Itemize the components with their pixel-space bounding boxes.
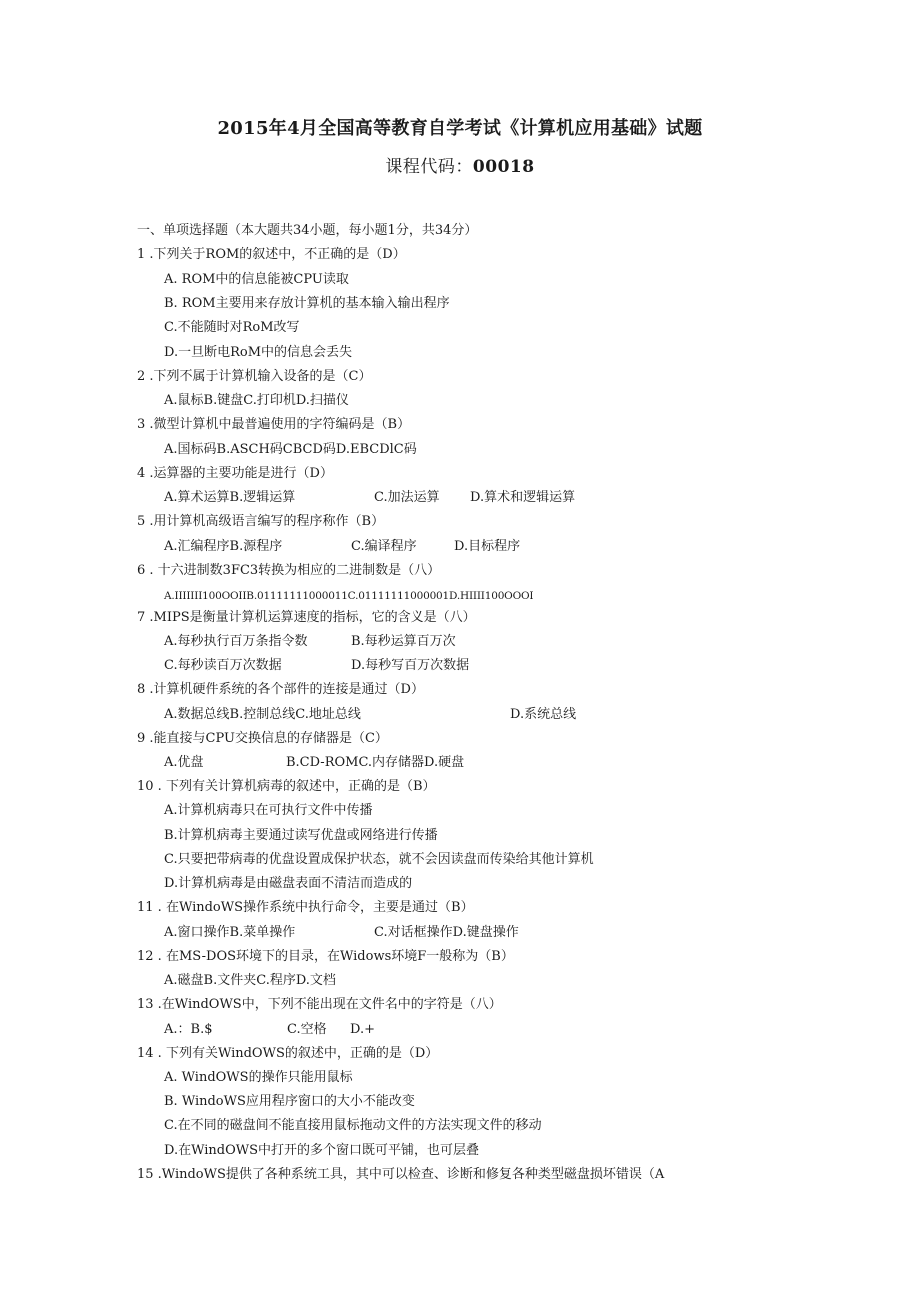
question-10-option-c: C.只要把带病毒的优盘设置成保护状态，就不会因读盘而传染给其他计算机 bbox=[164, 852, 594, 867]
question-1-option-c: C.不能随时对RoM改写 bbox=[164, 320, 300, 335]
question-10-option-a: A.计算机病毒只在可执行文件中传播 bbox=[164, 803, 373, 818]
course-code-label: 课程代码： bbox=[385, 157, 473, 177]
question-9-options-bcd: B.CD-ROMC.内存储器D.硬盘 bbox=[286, 755, 465, 770]
question-8-option-d: D.系统总线 bbox=[510, 707, 577, 722]
course-code-value: 00018 bbox=[472, 157, 535, 177]
question-13-option-d: D.+ bbox=[350, 1022, 375, 1037]
question-7: 7 .MIPS是衡量计算机运算速度的指标，它的含义是（八） bbox=[137, 610, 476, 625]
question-14-option-a: A. WindOWS的操作只能用鼠标 bbox=[164, 1070, 353, 1085]
course-code-line bbox=[0, 152, 920, 177]
question-6: 6 . 十六进制数3FC3转换为相应的二进制数是（八） bbox=[137, 563, 441, 578]
question-7-option-b: B.每秒运算百万次 bbox=[351, 634, 456, 649]
question-1: 1 .下列关于ROM的叙述中，不正确的是（D） bbox=[137, 247, 406, 262]
question-12: 12 . 在MS-DOS环境下的目录，在Widows环境F一般称为（B） bbox=[137, 949, 514, 964]
question-14-option-d: D.在WindOWS中打开的多个窗口既可平铺，也可层叠 bbox=[164, 1143, 480, 1158]
question-10: 10 . 下列有关计算机病毒的叙述中，正确的是（B） bbox=[137, 779, 436, 794]
question-9: 9 .能直接与CPU交换信息的存储器是（C） bbox=[137, 731, 388, 746]
question-2-options: A.鼠标B.键盘C.打印机D.扫描仪 bbox=[164, 393, 349, 408]
question-8-options-abc: A.数据总线B.控制总线C.地址总线 bbox=[164, 707, 361, 722]
question-4: 4 .运算器的主要功能是进行（D） bbox=[137, 466, 333, 481]
question-2: 2 .下列不属于计算机输入设备的是（C） bbox=[137, 369, 372, 384]
question-7-option-c: C.每秒读百万次数据 bbox=[164, 658, 282, 673]
question-14: 14 . 下列有关WindOWS的叙述中，正确的是（D） bbox=[137, 1046, 439, 1061]
question-13-options-ab: A.：B.$ bbox=[164, 1022, 213, 1037]
question-11-options-cd: C.对话框操作D.键盘操作 bbox=[374, 925, 519, 940]
section-heading: 一、单项选择题（本大题共34小题，每小题1分，共34分） bbox=[137, 223, 478, 238]
question-8: 8 .计算机硬件系统的各个部件的连接是通过（D） bbox=[137, 682, 424, 697]
question-11-options-ab: A.窗口操作B.菜单操作 bbox=[164, 925, 296, 940]
question-6-options: A.IIIIIII100OOIIB.01111111000011C.01111111000001D.HIIII100OOOI bbox=[164, 590, 534, 602]
question-4-option-d: D.算术和逻辑运算 bbox=[470, 490, 576, 505]
question-14-option-b: B. WindoWS应用程序窗口的大小不能改变 bbox=[164, 1094, 415, 1109]
question-1-option-b: B. ROM主要用来存放计算机的基本输入输出程序 bbox=[164, 296, 450, 311]
question-4-options-ab: A.算术运算B.逻辑运算 bbox=[164, 490, 296, 505]
page-title: 2015年4月全国高等教育自学考试《计算机应用基础》试题 bbox=[217, 118, 703, 139]
question-7-option-a: A.每秒执行百万条指令数 bbox=[164, 634, 308, 649]
question-1-option-a: A. ROM中的信息能被CPU读取 bbox=[164, 272, 349, 287]
question-3-options: A.国标码B.ASCH码CBCD码D.EBCDlC码 bbox=[164, 442, 417, 457]
question-12-options: A.磁盘B.文件夹C.程序D.文档 bbox=[164, 973, 336, 988]
question-10-option-b: B.计算机病毒主要通过读写优盘或网络进行传播 bbox=[164, 828, 438, 843]
question-4-option-c: C.加法运算 bbox=[374, 490, 440, 505]
question-7-option-d: D.每秒写百万次数据 bbox=[351, 658, 470, 673]
question-3: 3 .微型计算机中最普遍使用的字符编码是（B） bbox=[137, 417, 411, 432]
question-11: 11 . 在WindoWS操作系统中执行命令，主要是通过（B） bbox=[137, 900, 474, 915]
question-13: 13 .在WindOWS中，下列不能出现在文件名中的字符是（八） bbox=[137, 997, 502, 1012]
question-13-option-c: C.空格 bbox=[287, 1022, 327, 1037]
question-5-option-d: D.目标程序 bbox=[454, 539, 521, 554]
question-9-option-a: A.优盘 bbox=[164, 755, 204, 770]
question-5-option-c: C.编译程序 bbox=[351, 539, 417, 554]
question-15: 15 .WindoWS提供了各种系统工具，其中可以检查、诊断和修复各种类型磁盘损坏错误（A bbox=[137, 1167, 665, 1182]
question-10-option-d: D.计算机病毒是由磁盘表面不清洁而造成的 bbox=[164, 876, 413, 891]
question-5: 5 .用计算机高级语言编写的程序称作（B） bbox=[137, 514, 385, 529]
question-1-option-d: D.一旦断电RoM中的信息会丢失 bbox=[164, 345, 353, 360]
question-14-option-c: C.在不同的磁盘间不能直接用鼠标拖动文件的方法实现文件的移动 bbox=[164, 1118, 542, 1133]
question-5-options-ab: A.汇编程序B.源程序 bbox=[164, 539, 283, 554]
